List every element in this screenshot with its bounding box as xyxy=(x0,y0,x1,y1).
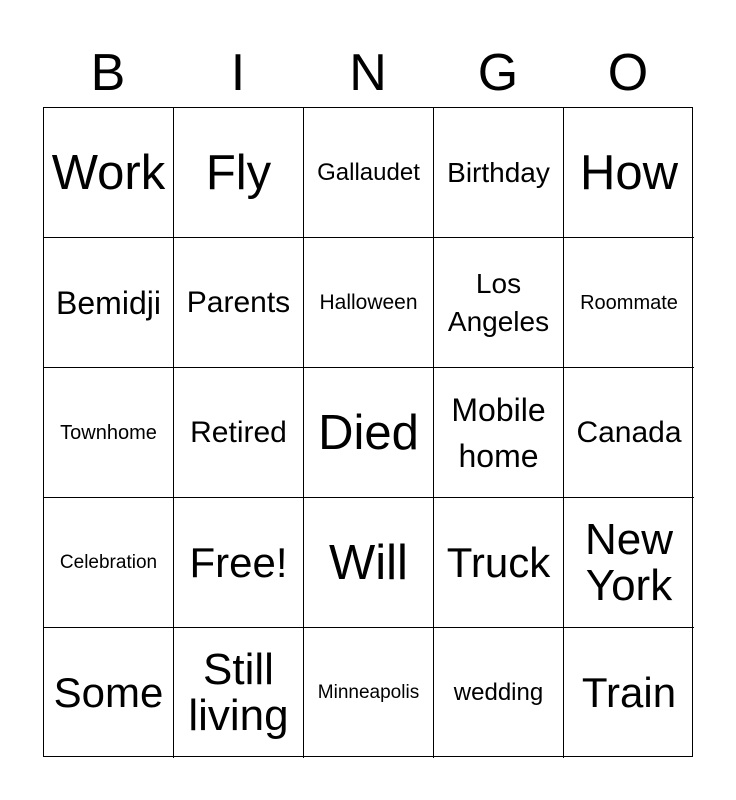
cell-text: Truck xyxy=(446,538,551,586)
cell-text: Gallaudet xyxy=(317,158,420,186)
cell-text: How xyxy=(579,145,679,200)
bingo-cell-r4-c2[interactable] xyxy=(174,498,304,628)
cell-text: Fly xyxy=(205,145,272,200)
bingo-cell-r2-c3[interactable] xyxy=(304,238,434,368)
bingo-board xyxy=(43,107,693,757)
bingo-cell-r5-c3[interactable] xyxy=(304,628,434,758)
bingo-cell-r1-c1[interactable] xyxy=(44,108,174,238)
bingo-cell-r5-c2[interactable] xyxy=(174,628,304,758)
cell-text: Work xyxy=(51,145,166,200)
cell-text: New York xyxy=(584,514,674,610)
bingo-cell-r5-c4[interactable] xyxy=(434,628,564,758)
bingo-cell-r1-c2[interactable] xyxy=(174,108,304,238)
bingo-cell-r3-c5[interactable] xyxy=(564,368,694,498)
cell-text: Some xyxy=(53,669,164,716)
cell-text: Los Angeles xyxy=(447,267,550,337)
cell-text: Canada xyxy=(576,415,682,449)
cell-text: Still living xyxy=(188,645,289,740)
bingo-cell-r2-c4[interactable] xyxy=(434,238,564,368)
bingo-cell-r3-c2[interactable] xyxy=(174,368,304,498)
cell-text: Mobile home xyxy=(451,391,546,474)
cell-text: Died xyxy=(318,405,419,460)
cell-text: Halloween xyxy=(319,290,418,314)
bingo-cell-r2-c2[interactable] xyxy=(174,238,304,368)
cell-text: Bemidji xyxy=(56,284,161,321)
bingo-cell-r1-c4[interactable] xyxy=(434,108,564,238)
header-letter-n: N xyxy=(349,44,387,102)
bingo-cell-r3-c4[interactable] xyxy=(434,368,564,498)
bingo-cell-r3-c1[interactable] xyxy=(44,368,174,498)
header-letter-b: B xyxy=(90,44,126,102)
cell-text: Train xyxy=(581,669,677,716)
cell-text: Parents xyxy=(186,285,291,319)
cell-text: Birthday xyxy=(447,156,550,188)
header-letter-o: O xyxy=(607,44,649,102)
cell-text: Minneapolis xyxy=(317,682,420,703)
bingo-cell-r4-c3[interactable] xyxy=(304,498,434,628)
bingo-cell-r2-c1[interactable] xyxy=(44,238,174,368)
bingo-cell-r4-c1[interactable] xyxy=(44,498,174,628)
bingo-cell-r1-c3[interactable] xyxy=(304,108,434,238)
cell-text: Townhome xyxy=(60,421,157,444)
bingo-cell-r4-c4[interactable] xyxy=(434,498,564,628)
bingo-cell-r3-c3[interactable] xyxy=(304,368,434,498)
cell-text: Celebration xyxy=(59,551,158,573)
bingo-header xyxy=(43,40,693,106)
cell-text: Will xyxy=(329,535,408,590)
cell-text: Free! xyxy=(189,538,288,586)
bingo-cell-r1-c5[interactable] xyxy=(564,108,694,238)
bingo-cell-r5-c1[interactable] xyxy=(44,628,174,758)
bingo-cell-r5-c5[interactable] xyxy=(564,628,694,758)
cell-text: Retired xyxy=(190,415,287,449)
cell-text: Roommate xyxy=(580,291,678,314)
cell-text: wedding xyxy=(453,679,544,706)
header-letter-i: I xyxy=(230,44,246,102)
bingo-cell-r2-c5[interactable] xyxy=(564,238,694,368)
header-letter-g: G xyxy=(477,44,519,102)
bingo-cell-r4-c5[interactable] xyxy=(564,498,694,628)
